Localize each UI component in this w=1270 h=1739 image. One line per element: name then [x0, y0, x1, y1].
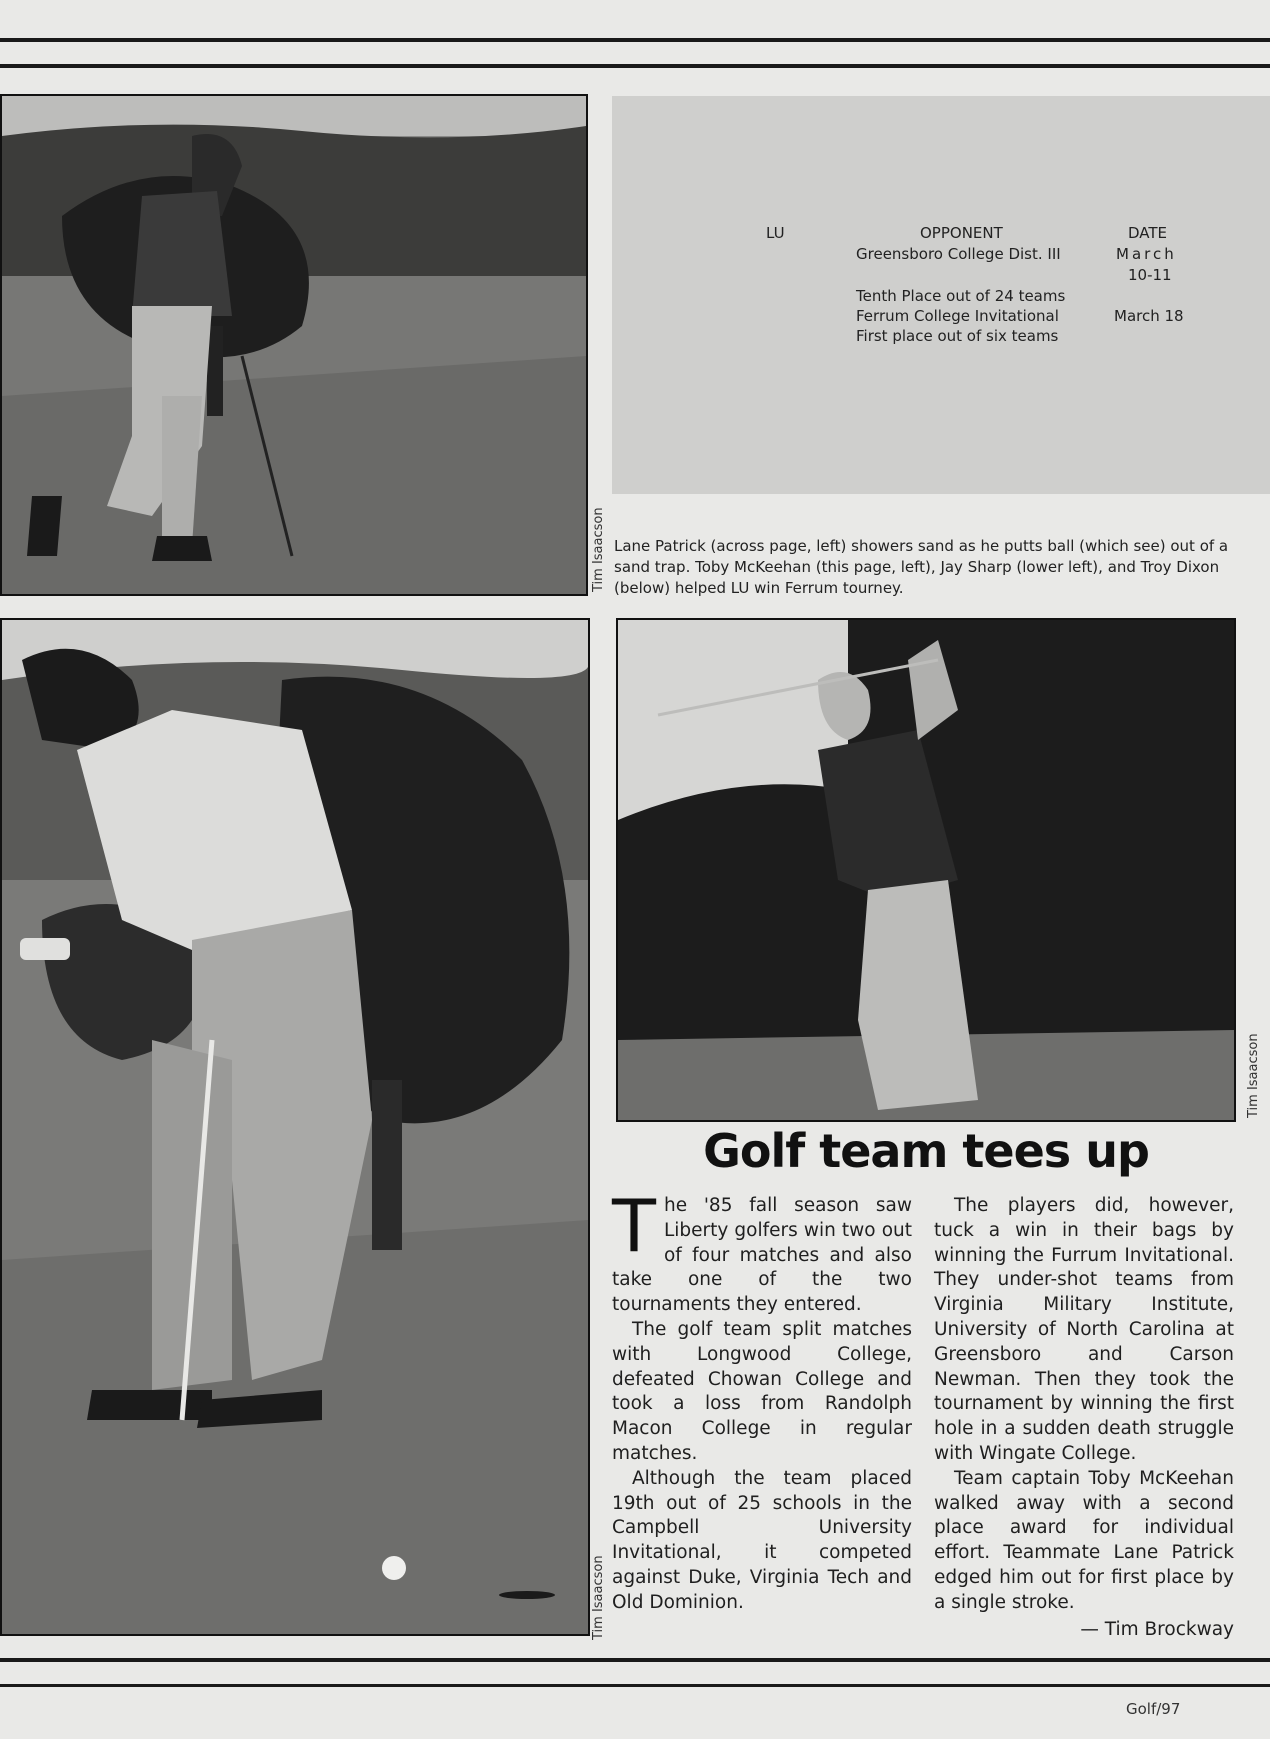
top-rule-2	[0, 64, 1270, 68]
article-paragraph-2: The golf team split matches with Longwood College, defeated Chowan College and took a loss from Randolph Macon College in regular matches.	[612, 1318, 912, 1464]
photo-caption: Lane Patrick (across page, left) showers sand as he putts ball (which see) out of a sand trap. Toby McKeehan (this page, left), Jay Sharp (lower left), and Troy Dixon (below) helped LU win Ferrum tourney.	[614, 537, 1229, 597]
results-row-2-opponent: Tenth Place out of 24 teams	[856, 287, 1066, 305]
results-row-3-opponent: Ferrum College Invitational	[856, 307, 1059, 325]
photo-golfer-swinging	[616, 618, 1236, 1122]
photo-golfer-celebrating	[0, 94, 588, 596]
article-paragraph-3: Although the team placed 19th out of 25 schools in the Campbell University Invitational, it competed against Duke, Virginia Tech and Old Dominion.	[612, 1467, 912, 1613]
article-column-left	[612, 1184, 912, 1616]
photo-credit-bottom-left: Tim Isaacson	[591, 1555, 606, 1640]
photo-credit-right: Tim Isaacson	[1246, 1033, 1261, 1118]
results-header-opponent: OPPONENT	[920, 224, 1003, 242]
article-headline: Golf team tees up	[703, 1124, 1149, 1178]
results-row-3-date: March 18	[1114, 307, 1184, 325]
page-folio: Golf/97	[1126, 1700, 1181, 1718]
article-paragraph-4: The players did, however, tuck a win in their bags by winning the Furrum Invitational. They under-shot teams from Virginia Military Institute, University of North Carolina at Greensboro and Carson Newman. Then they took the tournament by winning the first hole in a sudden death struggle with Wingate College.	[934, 1195, 1234, 1464]
bottom-rule-1	[0, 1658, 1270, 1662]
article-paragraph-5: Team captain Toby McKeehan walked away with a second place award for individual effort. Teammate Lane Patrick edged him out for first place by a single stroke.	[934, 1467, 1234, 1613]
top-rule-1	[0, 38, 1270, 42]
photo-golfer-putting	[0, 618, 590, 1636]
drop-cap: T	[612, 1184, 656, 1268]
article-column-right	[934, 1194, 1234, 1642]
results-row-4-opponent: First place out of six teams	[856, 327, 1059, 345]
article-paragraph-1: The '85 fall season saw Liberty golfers win two out of four matches and also take one of the two tournaments they entered.	[612, 1184, 912, 1316]
article-byline: — Tim Brockway	[1080, 1618, 1234, 1640]
results-row-1-opponent: Greensboro College Dist. III	[856, 245, 1061, 263]
results-row-1-date-2: 10-11	[1128, 266, 1172, 284]
results-header-date: DATE	[1128, 224, 1168, 242]
results-header-lu: LU	[766, 224, 785, 242]
results-row-1-date: March	[1116, 245, 1177, 263]
results-box	[612, 96, 1270, 494]
bottom-rule-2	[0, 1684, 1270, 1687]
photo-credit-top-left: Tim Isaacson	[591, 507, 606, 592]
